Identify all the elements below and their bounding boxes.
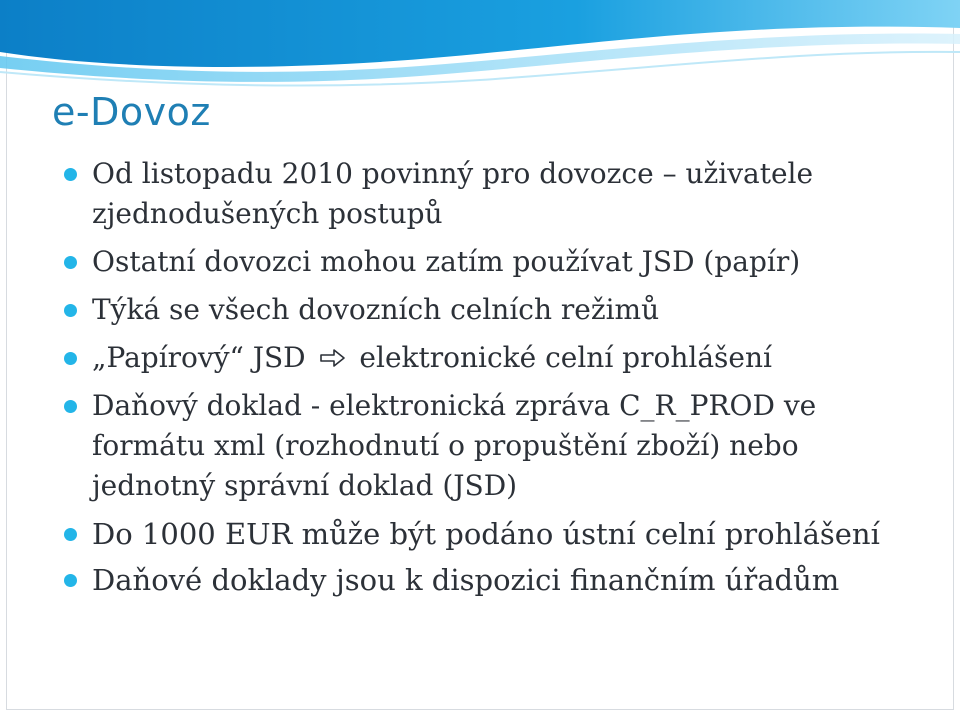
bullet-item: Od listopadu 2010 povinný pro dovozce – uživatele zjednodušených postupů bbox=[62, 154, 922, 234]
bullet-list bbox=[62, 154, 922, 606]
slide-title: e-Dovoz bbox=[52, 90, 211, 134]
header-wave-banner bbox=[0, 0, 960, 100]
bullet-item: Daňový doklad - elektronická zpráva C_R_PROD ve formátu xml (rozhodnutí o propuštění zboží) nebo jednotný správní doklad (JSD) bbox=[62, 386, 922, 506]
bullet-item: Ostatní dovozci mohou zatím používat JSD (papír) bbox=[62, 242, 922, 282]
bullet-text-after: elektronické celní prohlášení bbox=[359, 341, 772, 374]
bullet-item bbox=[62, 338, 922, 378]
right-arrow-icon bbox=[319, 348, 347, 368]
bullet-item: Daňové doklady jsou k dispozici finančním úřadům bbox=[62, 560, 922, 600]
bullet-item: Týká se všech dovozních celních režimů bbox=[62, 290, 922, 330]
bullet-item: Do 1000 EUR může být podáno ústní celní prohlášení bbox=[62, 514, 922, 554]
bullet-text-before: „Papírový“ JSD bbox=[92, 341, 306, 374]
